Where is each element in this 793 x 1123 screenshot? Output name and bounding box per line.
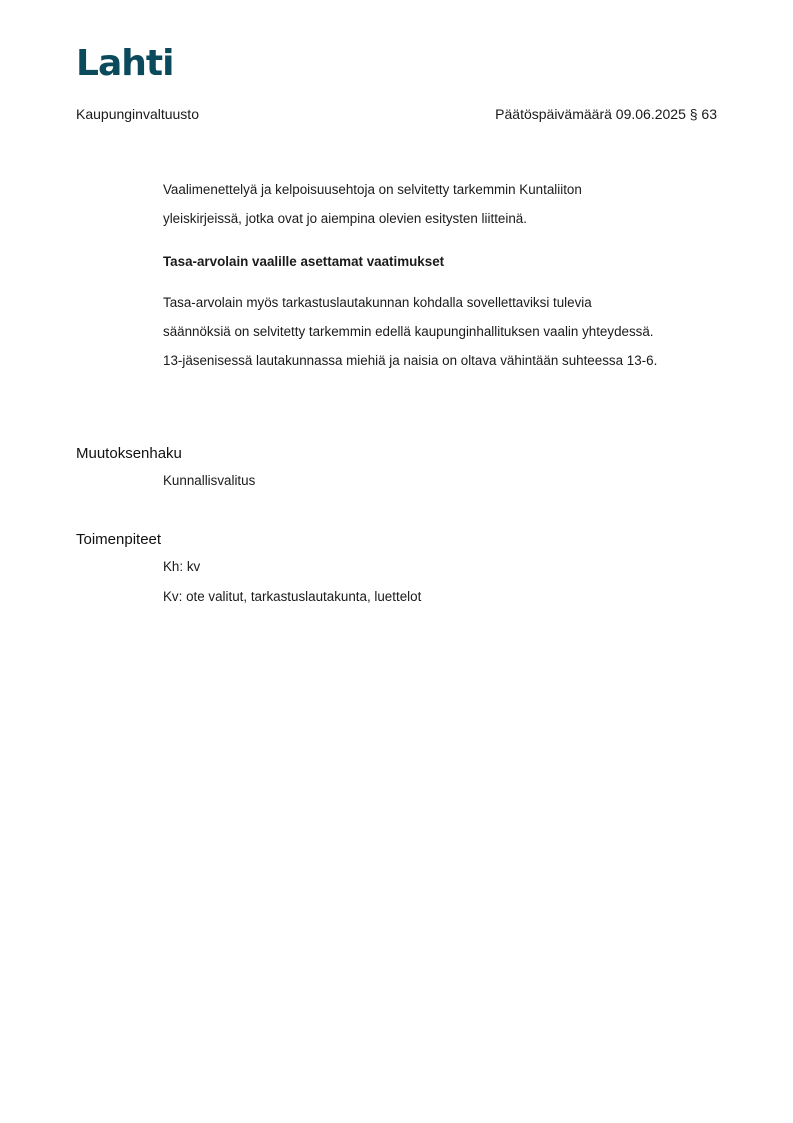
paragraph-2-line-2: säännöksiä on selvitetty tarkemmin edellä kaupunginhallituksen vaalin yhteydessä.: [163, 324, 654, 339]
organization-name: Kaupunginvaltuusto: [76, 106, 199, 122]
appeal-value: Kunnallisvalitus: [163, 473, 256, 488]
paragraph-1-line-2: yleiskirjeissä, jotka ovat jo aiempina olevien esitysten liitteinä.: [163, 211, 527, 226]
paragraph-2-line-3: 13-jäsenisessä lautakunnassa miehiä ja naisia on oltava vähintään suhteessa 13-6.: [163, 353, 658, 368]
decision-date: Päätöspäivämäärä 09.06.2025 § 63: [495, 106, 717, 122]
actions-line-1: Kh: kv: [163, 559, 201, 574]
section-heading: Tasa-arvolain vaalille asettamat vaatimukset: [163, 254, 445, 269]
actions-line-2: Kv: ote valitut, tarkastuslautakunta, luettelot: [163, 589, 422, 604]
actions-title: Toimenpiteet: [76, 531, 162, 548]
appeal-title: Muutoksenhaku: [76, 445, 182, 462]
paragraph-1-line-1: Vaalimenettelyä ja kelpoisuusehtoja on selvitetty tarkemmin Kuntaliiton: [163, 182, 582, 197]
main-content: [163, 175, 723, 375]
paragraph-2-line-1: Tasa-arvolain myös tarkastuslautakunnan kohdalla sovellettaviksi tulevia: [163, 295, 592, 310]
lahti-logo: Lahti: [76, 43, 174, 84]
